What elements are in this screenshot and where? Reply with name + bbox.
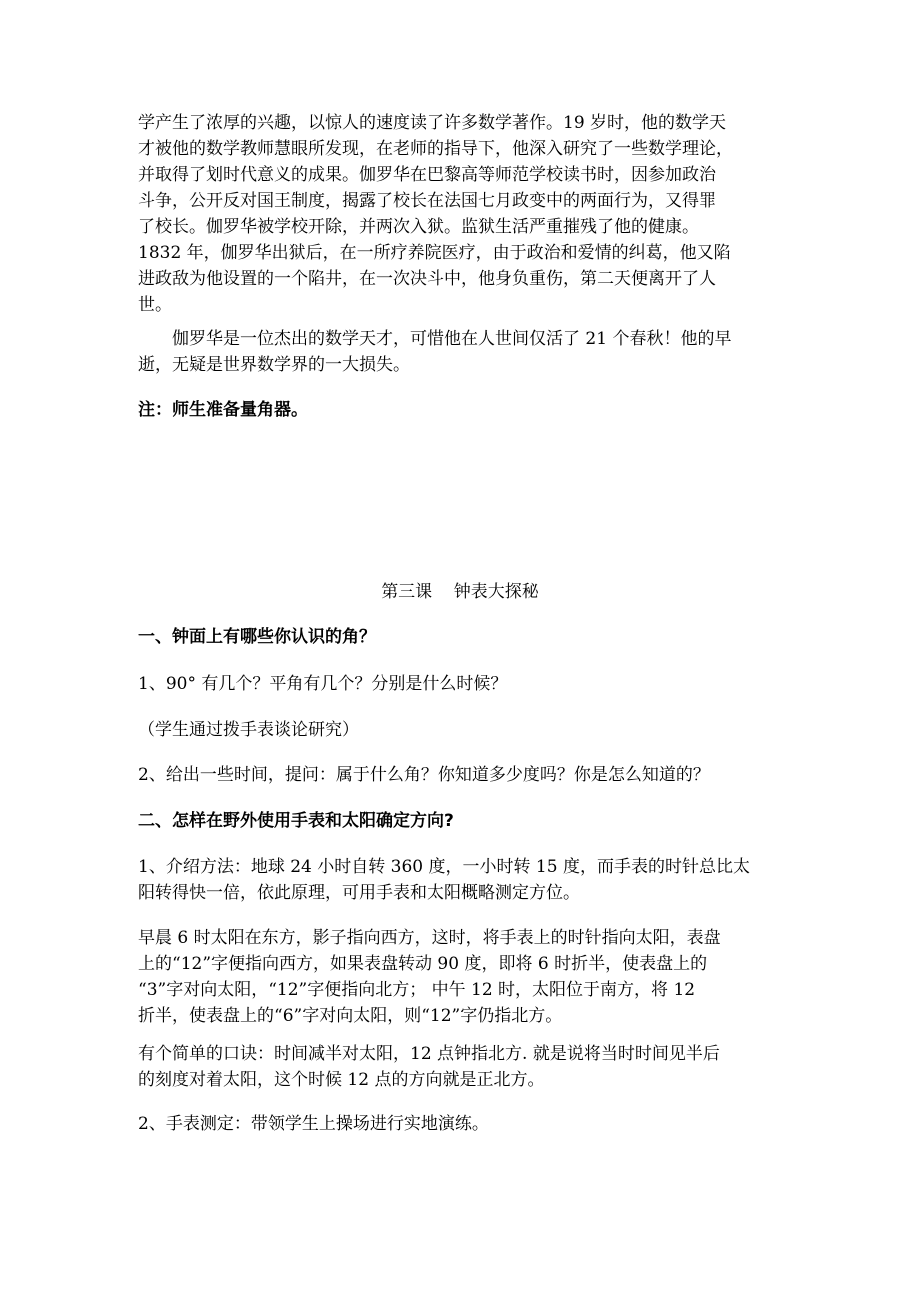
conclusion-line: 伽罗华是一位杰出的数学天才，可惜他在人世间仅活了 21 个春秋！他的早 [172,329,732,349]
morning-paragraph [138,925,788,1029]
note: 注：师生准备量角器。 [138,400,308,420]
conclusion-line: 逝，无疑是世界数学界的一大损失。 [138,355,410,375]
story-line: 了校长。伽罗华被学校开除，并两次入狱。监狱生活严重摧残了他的健康。 [138,217,699,237]
story-line: 才被他的数学教师慧眼所发现，在老师的指导下，他深入研究了一些数学理论， [138,139,733,159]
rhyme-paragraph [138,1041,788,1093]
story-line: 并取得了划时代意义的成果。伽罗华在巴黎高等师范学校读书时，因参加政治 [138,165,716,185]
story-paragraph [138,110,788,318]
story-line: 世。 [138,295,172,315]
rhyme-line: 有个简单的口诀：时间减半对太阳，12 点钟指北方. 就是说将当时时间见半后 [138,1044,720,1064]
question-2: 2、给出一些时间，提问：属于什么角？你知道多少度吗？你是怎么知道的？ [138,765,710,785]
morning-line: 上的“12”字便指向西方，如果表盘转动 90 度，即将 6 时折半，使表盘上的 [138,954,708,974]
morning-line: “3”字对向太阳，“12”字便指向北方； 中午 12 时，太阳位于南方，将 12 [138,980,696,1000]
story-line: 1832 年，伽罗华出狱后，在一所疗养院医疗，由于政治和爱情的纠葛，他又陷 [138,243,731,263]
story-line: 进政敌为他设置的一个陷井，在一次决斗中，他身负重伤，第二天便离开了人 [138,269,716,289]
section-heading-direction: 二、怎样在野外使用手表和太阳确定方向? [138,811,454,831]
method-paragraph [138,854,788,906]
question-1-note: （学生通过拨手表谈论研究） [138,720,359,740]
method-line: 1、介绍方法：地球 24 小时自转 360 度，一小时转 15 度，而手表的时针总比太 [138,857,750,877]
conclusion-paragraph [138,326,788,378]
question-1: 1、90° 有几个？平角有几个？分别是什么时候？ [138,674,508,694]
morning-line: 折半，使表盘上的“6”字对向太阳，则“12”字仍指北方。 [138,1006,563,1026]
lesson-title: 第三课 钟表大探秘 [381,582,539,602]
morning-line: 早晨 6 时太阳在东方，影子指向西方，这时，将手表上的时针指向太阳，表盘 [138,928,721,948]
method-line: 阳转得快一倍，依此原理，可用手表和太阳概略测定方位。 [138,883,580,903]
rhyme-line: 的刻度对着太阳，这个时候 12 点的方向就是正北方。 [138,1070,545,1090]
practice-line: 2、手表测定：带领学生上操场进行实地演练。 [138,1114,489,1134]
section-heading-angles: 一、钟面上有哪些你认识的角？ [138,627,376,647]
story-line: 学产生了浓厚的兴趣，以惊人的速度读了许多数学著作。19 岁时，他的数学天 [138,113,727,133]
story-line: 斗争，公开反对国王制度，揭露了校长在法国七月政变中的两面行为，又得罪 [138,191,716,211]
